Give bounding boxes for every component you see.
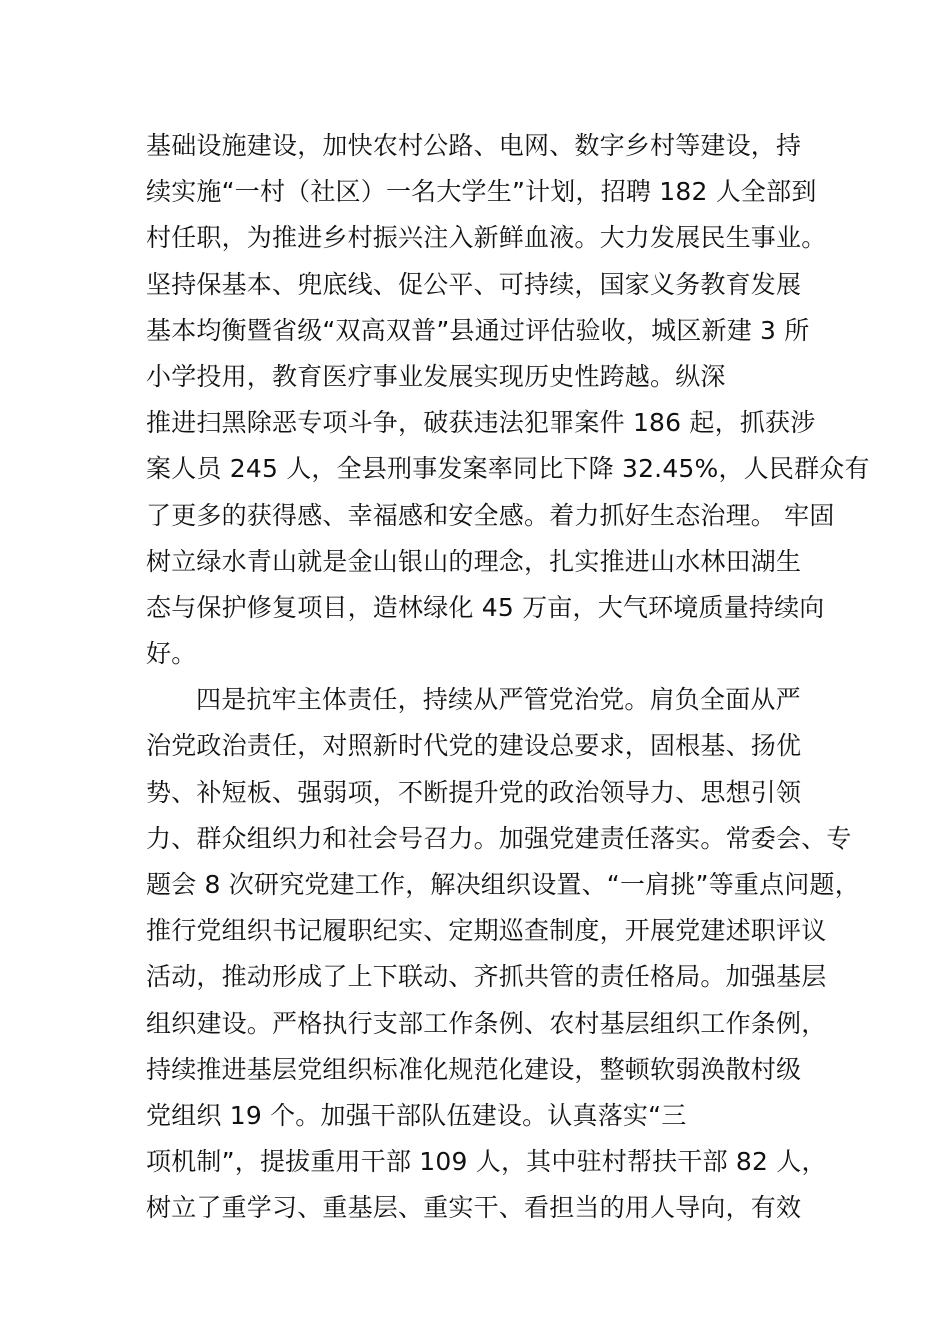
text-line: 坚持保基本、兜底线、促公平、可持续，国家义务教育发展 xyxy=(146,269,802,299)
text-line: 续实施“一村（社区）一名大学生”计划，招聘 182 人全部到 xyxy=(146,177,817,207)
text-line: 推进扫黑除恶专项斗争，破获违法犯罪案件 186 起，抓获涉 xyxy=(146,408,816,438)
text-line: 小学投用，教育医疗事业发展实现历史性跨越。纵深 xyxy=(146,361,726,391)
text-line: 项机制”，提拔重用干部 109 人，其中驻村帮扶干部 82 人， xyxy=(146,1147,827,1177)
text-line: 村任职，为推进乡村振兴注入新鲜血液。大力发展民生事业。 xyxy=(146,223,827,253)
text-line: 势、补短板、强弱项，不断提升党的政治领导力、思想引领 xyxy=(146,777,802,807)
text-line: 活动，推动形成了上下联动、齐抓共管的责任格局。加强基层 xyxy=(146,962,827,992)
paragraph-start-line: 四是抗牢主体责任，持续从严管党治党。肩负全面从严 xyxy=(196,685,801,715)
text-line: 树立绿水青山就是金山银山的理念，扎实推进山水林田湖生 xyxy=(146,546,802,576)
body-text xyxy=(146,123,870,1232)
text-line: 树立了重学习、重基层、重实干、看担当的用人导向，有效 xyxy=(146,1193,802,1223)
text-line: 基础设施建设，加快农村公路、电网、数字乡村等建设，持 xyxy=(146,131,802,160)
text-line: 了更多的获得感、幸福感和安全感。着力抓好生态治理。 牢固 xyxy=(146,500,835,530)
text-line: 组织建设。严格执行支部工作条例、农村基层组织工作条例， xyxy=(146,1008,827,1038)
text-line: 态与保护修复项目，造林绿化 45 万亩，大气环境质量持续向 xyxy=(146,592,825,622)
text-line: 推行党组织书记履职纪实、定期巡查制度，开展党建述职评议 xyxy=(146,916,827,946)
text-line: 题会 8 次研究党建工作，解决组织设置、“一肩挑”等重点问题， xyxy=(146,870,860,899)
text-line: 力、群众组织力和社会号召力。加强党建责任落实。常委会、专 xyxy=(146,823,852,853)
text-line: 持续推进基层党组织标准化规范化建设，整顿软弱涣散村级 xyxy=(146,1054,802,1084)
text-line: 治党政治责任，对照新时代党的建设总要求，固根基、扬优 xyxy=(146,731,802,761)
text-line: 基本均衡暨省级“双高双普”县通过评估验收，城区新建 3 所 xyxy=(146,315,810,345)
text-line: 党组织 19 个。加强干部队伍建设。认真落实“三 xyxy=(146,1100,687,1130)
text-line: 案人员 245 人，全县刑事发案率同比下降 32.45%，人民群众有 xyxy=(146,454,870,484)
text-line: 好。 xyxy=(146,639,197,669)
